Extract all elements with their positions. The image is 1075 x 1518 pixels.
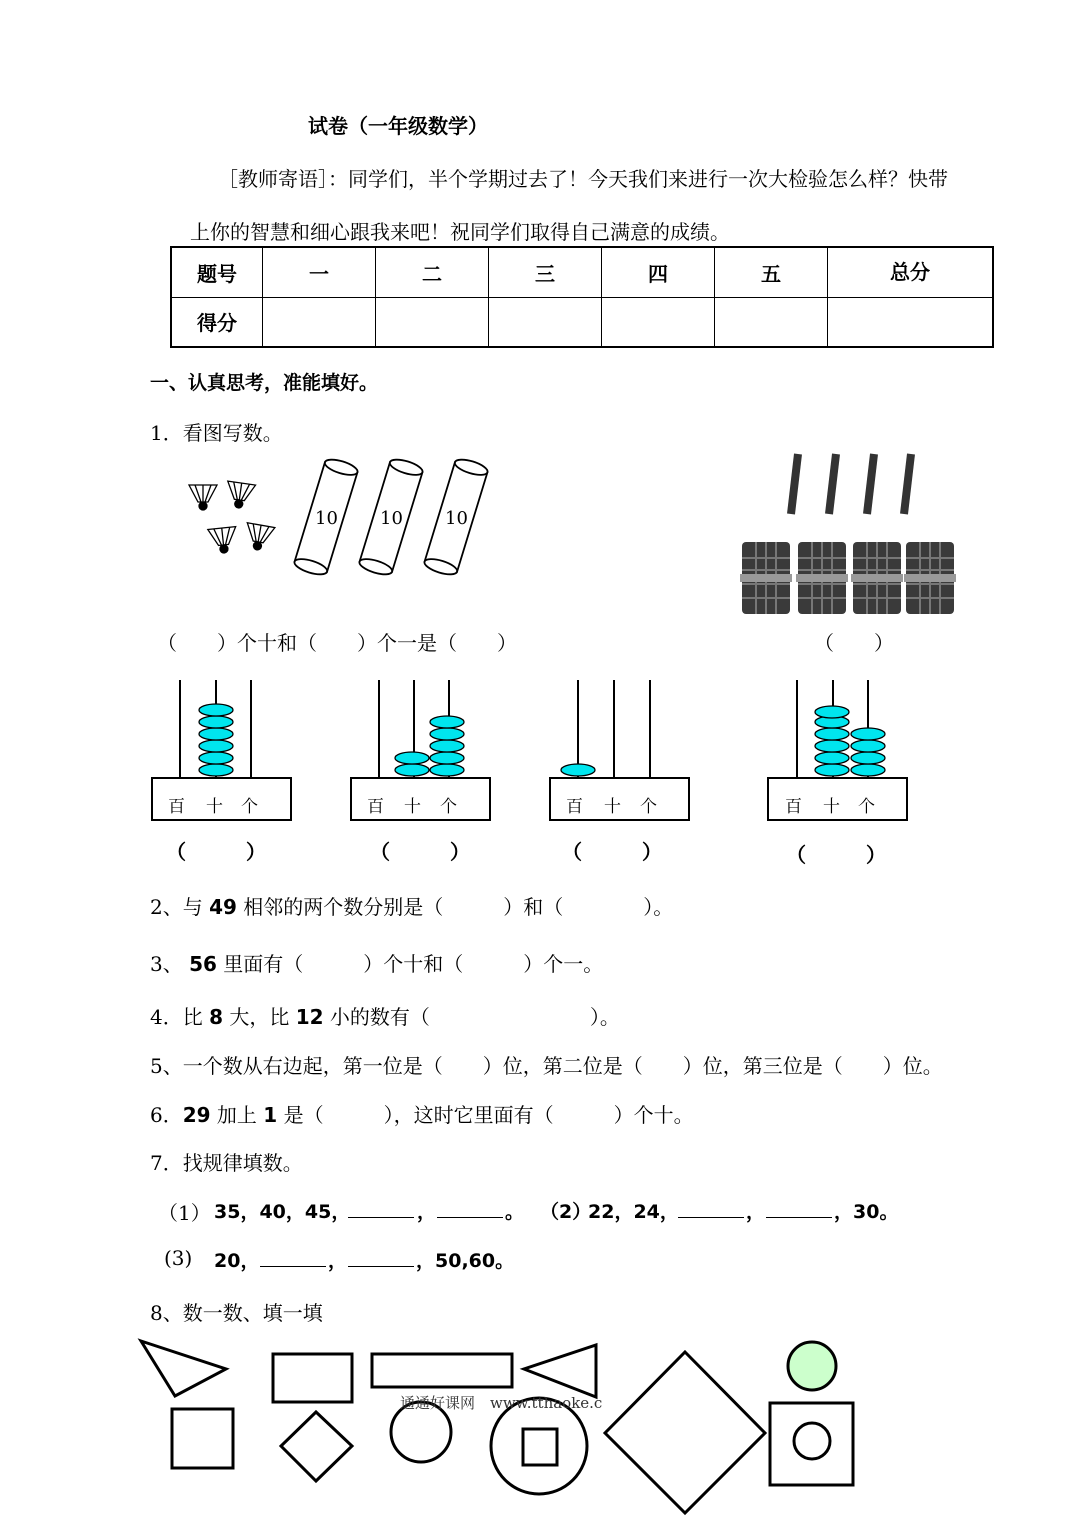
question-5: 5、一个数从右边起，第一位是（ ）位，第二位是（ ）位，第三位是（ ）位。 [150, 1054, 943, 1078]
abacus-beads [395, 716, 464, 776]
table-header-cell: 题号 [171, 247, 263, 297]
comma: ， [746, 1201, 766, 1223]
abacus-label-ones: 个 [440, 797, 457, 817]
sequence-1-label: （1） [158, 1201, 211, 1225]
square-shape [523, 1429, 557, 1465]
abacus-beads [561, 764, 595, 776]
sequence-2-blank-a[interactable] [678, 1217, 744, 1218]
abacus-label-hundreds: 百 [168, 797, 185, 817]
page-title: 试卷（一年级数学） [308, 114, 488, 138]
question-text: 3、 [150, 952, 190, 976]
question-1-prompt: 1．看图写数。 [150, 421, 283, 445]
table-header-cell: 二 [376, 247, 489, 297]
abacus-beads [815, 706, 885, 776]
rectangle-shape [372, 1354, 512, 1387]
question-text: 相邻的两个数分别是（ ）和（ ）。 [236, 895, 674, 919]
abacus-label-tens: 十 [604, 797, 621, 817]
abacus-label-ones: 个 [858, 797, 875, 817]
sequence-3-end: ，50,60。 [416, 1250, 515, 1272]
question-number: 8 [209, 1005, 224, 1029]
abacus-label-hundreds: 百 [367, 797, 384, 817]
sequence-1-end: 。 [505, 1201, 525, 1223]
rectangle-shape [273, 1354, 352, 1402]
answer-blank-line[interactable]: （ ）个十和（ ）个一是（ ） [157, 631, 517, 655]
comma: ， [417, 1201, 437, 1223]
sequence-3-label: (3) [164, 1246, 193, 1270]
bundle-label: 10 [315, 508, 338, 529]
square-shape [281, 1412, 352, 1481]
triangle-shape [524, 1345, 596, 1397]
question-text: 2、与 [150, 895, 210, 919]
question-number: 49 [209, 895, 237, 919]
watermark: 通通好课网 www.tthaoke.c [400, 1394, 603, 1412]
abacus-answer-blank[interactable]: （ ） [562, 840, 662, 864]
question-text: 大，比 [223, 1005, 296, 1029]
bundle-label: 10 [445, 508, 468, 529]
teacher-message-line1: ［教师寄语］：同学们，半个学期过去了！今天我们来进行一次大检验怎么样？快带 [218, 167, 948, 191]
teacher-message-line2: 上你的智慧和细心跟我来吧！祝同学们取得自己满意的成绩。 [190, 220, 730, 244]
table-header-cell: 五 [715, 247, 828, 297]
section-heading: 一、认真思考，准能填好。 [150, 372, 379, 394]
triangle-shape [141, 1341, 226, 1396]
question-text: 里面有（ ）个十和（ ）个一。 [216, 952, 604, 976]
answer-blank[interactable]: （ ） [814, 631, 894, 655]
question-text: 是（ ），这时它里面有（ ）个十。 [277, 1103, 694, 1127]
square-shape [605, 1352, 765, 1513]
abacus-label-hundreds: 百 [566, 797, 583, 817]
abacus-label-ones: 个 [640, 797, 657, 817]
sequence-2-text: 22，24， [588, 1201, 679, 1223]
comma: ， [328, 1250, 348, 1272]
abacus-label-tens: 十 [404, 797, 421, 817]
question-text: 小的数有（ ）。 [323, 1005, 620, 1029]
question-number: 29 [182, 1103, 211, 1127]
abacus-answer-blank[interactable]: （ ） [370, 840, 470, 864]
table-header-cell: 三 [489, 247, 602, 297]
question-number: 12 [295, 1005, 324, 1029]
sequence-1-text: 35，40，45， [214, 1201, 351, 1223]
abacus-label-hundreds: 百 [785, 797, 802, 817]
shuttlecock-icon [189, 481, 275, 554]
circle-shape [794, 1423, 830, 1459]
question-number: 56 [189, 952, 217, 976]
question-3 [150, 948, 603, 977]
abacus-answer-blank[interactable]: （ ） [166, 840, 266, 864]
sequence-3-text: 20， [214, 1250, 260, 1272]
sequence-3-blank-a[interactable] [260, 1266, 326, 1267]
abacus-label-tens: 十 [206, 797, 223, 817]
table-header-cell: 四 [602, 247, 715, 297]
question-4 [150, 1001, 620, 1030]
sequence-2-end: ，30。 [834, 1201, 899, 1223]
circle-shape [788, 1342, 836, 1390]
question-7-prompt: 7．找规律填数。 [150, 1151, 303, 1175]
sequence-2-blank-b[interactable] [766, 1217, 832, 1218]
abacus-label-ones: 个 [241, 797, 258, 817]
question-text: 加上 [210, 1103, 264, 1127]
square-shape [172, 1409, 233, 1468]
table-header-cell: 一 [263, 247, 376, 297]
abacus-answer-blank[interactable]: （ ） [786, 843, 886, 867]
sequence-1-blank-a[interactable] [348, 1217, 414, 1218]
table-header-cell: 总分 [828, 247, 994, 297]
bundle-label: 10 [380, 508, 403, 529]
sequence-3-blank-b[interactable] [348, 1266, 414, 1267]
question-number: 1 [263, 1103, 278, 1127]
question-text: 6． [150, 1103, 183, 1127]
table-row-label: 得分 [171, 297, 263, 347]
question-2 [150, 891, 673, 920]
abacus-label-tens: 十 [823, 797, 840, 817]
abacus-beads [199, 704, 233, 776]
question-text: 4．比 [150, 1005, 210, 1029]
sequence-2-label: （2） [540, 1201, 592, 1223]
stick-icon [791, 454, 911, 514]
question-6 [150, 1099, 694, 1128]
stick-bundle-icon [740, 542, 956, 614]
sequence-1-blank-b[interactable] [437, 1217, 503, 1218]
question-8-prompt: 8、数一数、填一填 [150, 1301, 323, 1325]
